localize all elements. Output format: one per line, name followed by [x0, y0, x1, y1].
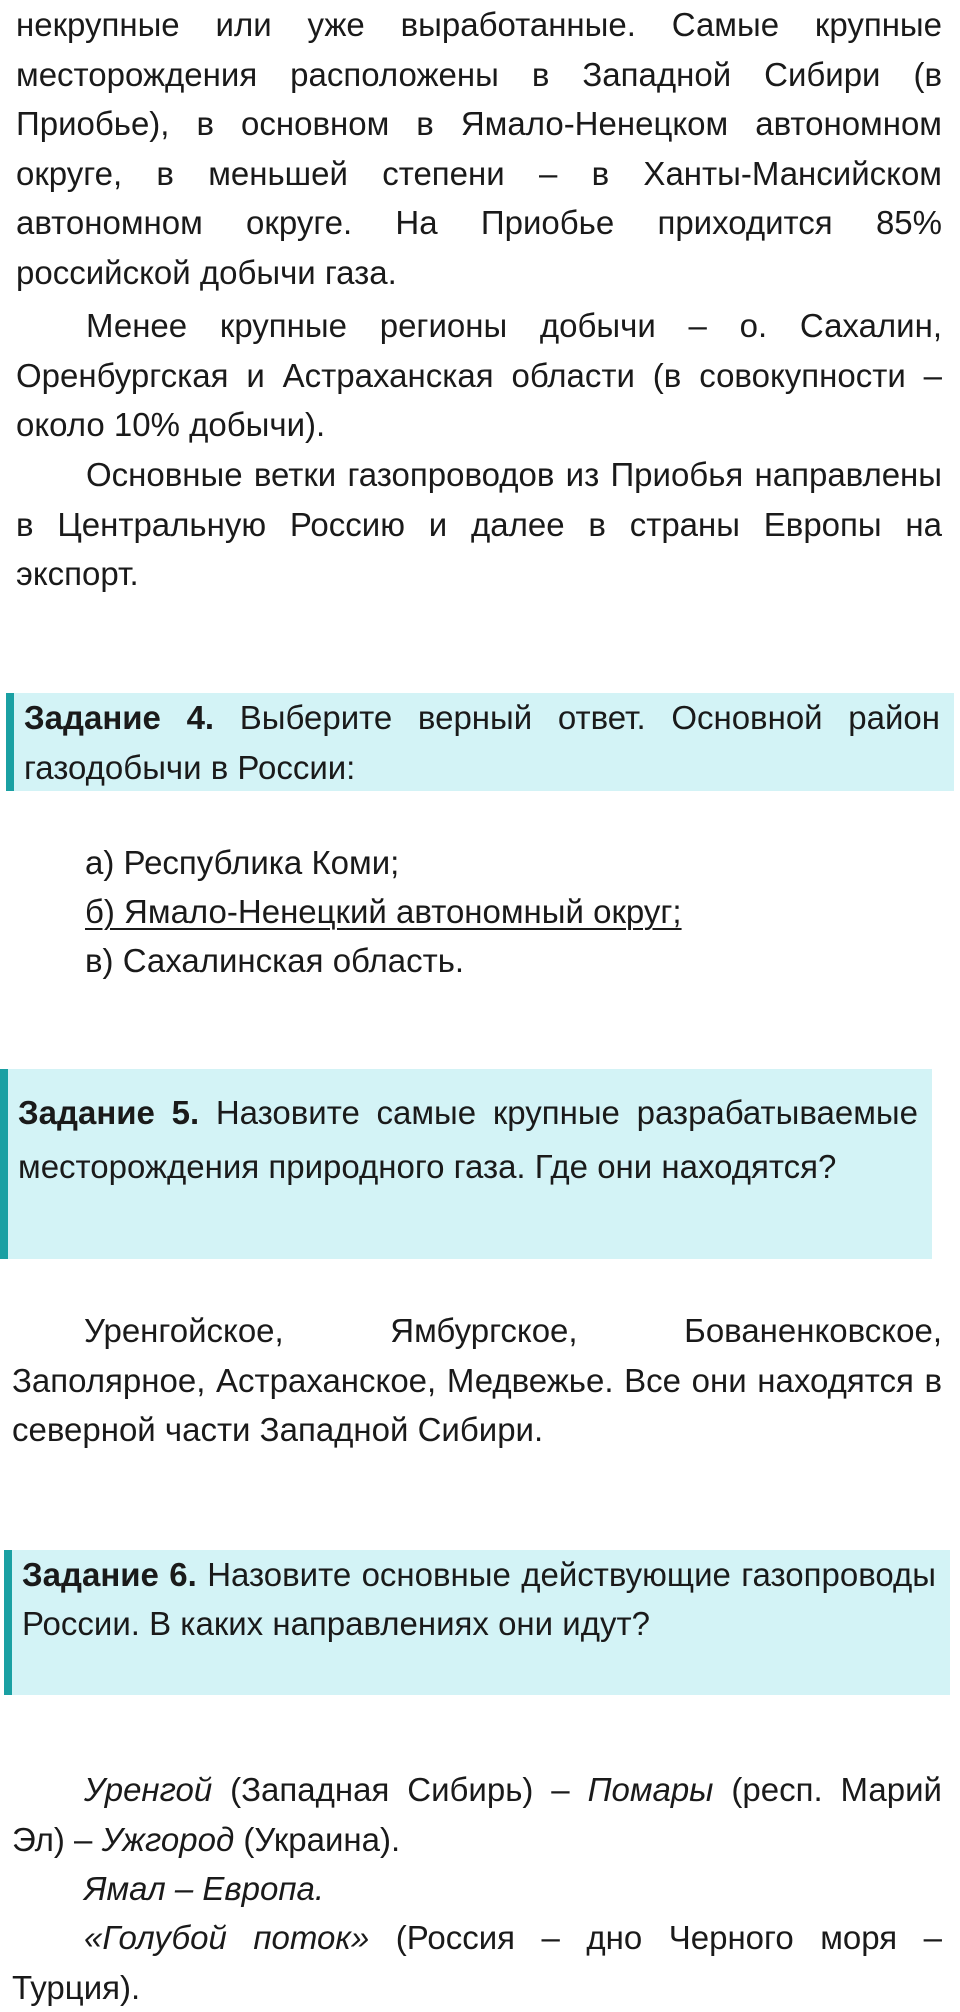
intro-paragraph-1: некрупные или уже выработанные. Самые крупные месторождения расположены в Западной Сибири (в Приобье), в основном в Ямало-Ненецком автономном округе, в меньшей степени – в Ханты-Мансийском автономном округе. На Приобье приходится 85% российской добычи газа.	[16, 6, 942, 291]
task-6-answer-line-3	[12, 1913, 942, 2012]
task-4-options	[85, 838, 682, 985]
answer-text: (Западная Сибирь) –	[212, 1771, 588, 1808]
task-5-answer: Уренгойское, Ямбургское, Бованенковское, Заполярное, Астраханское, Медвежье. Все они находятся в северной части Западной Сибири.	[12, 1312, 942, 1448]
intro-paragraph-3: Основные ветки газопроводов из Приобья направлены в Центральную Россию и далее в страны Европы на экспорт.	[16, 456, 942, 592]
pipeline-pomary: Помары	[587, 1771, 714, 1808]
task-6-label: Задание 6.	[22, 1556, 197, 1593]
task-6-answer-line-1	[12, 1765, 942, 1864]
task-4-option-b-correct: б) Ямало-Ненецкий автономный округ;	[85, 893, 682, 930]
task-5-box	[0, 1069, 932, 1259]
task-4-option-c: в) Сахалинская область.	[85, 942, 465, 979]
task-5-question: Назовите самые крупные разрабатываемые месторождения природного газа. Где они находятся?	[18, 1094, 918, 1185]
task-6-answer-line-2	[84, 1864, 944, 1914]
task-5-label: Задание 5.	[18, 1094, 200, 1131]
task-6-box	[4, 1550, 950, 1695]
pipeline-yamal-europe: Ямал – Европа.	[84, 1870, 325, 1907]
intro-paragraph-2: Менее крупные регионы добычи – о. Сахалин, Оренбургская и Астраханская области (в совокупности – около 10% добычи).	[16, 307, 942, 443]
answer-text: (Украина).	[234, 1820, 401, 1858]
pipeline-blue-stream: «Голубой поток»	[84, 1919, 370, 1956]
task-6-question: Назовите основные действующие газопроводы России. В каких направлениях они идут?	[22, 1556, 936, 1642]
task-4-question: Выберите верный ответ. Основной район газодобычи в России:	[24, 699, 940, 786]
pipeline-uzhgorod: Ужгород	[101, 1820, 235, 1858]
task-4-box	[6, 693, 954, 791]
task-4-option-a: а) Республика Коми;	[85, 844, 400, 881]
answer-text: (Россия – дно Черного моря – Турция).	[12, 1919, 942, 2006]
task-4-label: Задание 4.	[24, 699, 215, 736]
answer-text: (респ. Марий Эл) –	[12, 1771, 942, 1858]
pipeline-urengoy: Уренгой	[84, 1771, 213, 1808]
